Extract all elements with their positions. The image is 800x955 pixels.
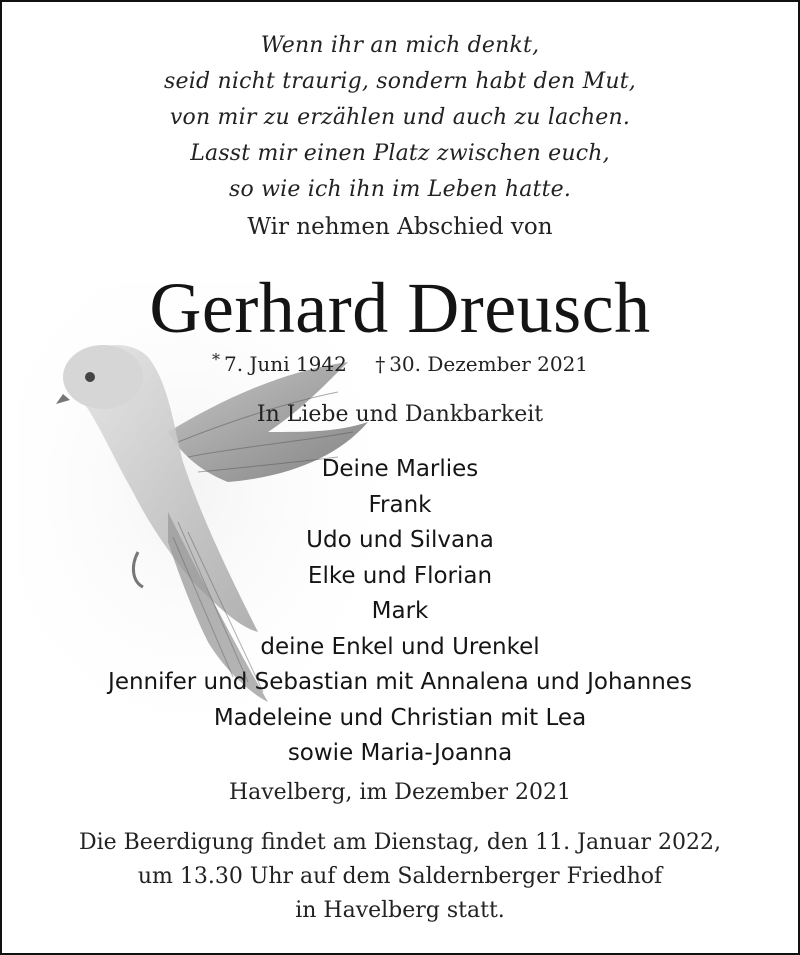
poem-line: so wie ich ihn im Leben hatte. bbox=[228, 177, 572, 202]
birth-date: 7. Juni 1942 bbox=[223, 352, 347, 376]
family-member: Deine Marlies bbox=[321, 456, 479, 482]
death-symbol: † bbox=[375, 352, 386, 376]
family-member: Udo und Silvana bbox=[306, 527, 494, 553]
intro-text: Wir nehmen Abschied von bbox=[247, 214, 553, 240]
poem-line: Lasst mir einen Platz zwischen euch, bbox=[190, 141, 610, 166]
poem bbox=[0, 28, 800, 208]
deceased-name: Gerhard Dreusch bbox=[149, 268, 651, 348]
place-date: Havelberg, im Dezember 2021 bbox=[228, 780, 572, 805]
poem-line: Wenn ihr an mich denkt, bbox=[260, 33, 540, 58]
poem-line: seid nicht traurig, sondern habt den Mut, bbox=[164, 69, 636, 94]
family-member: Frank bbox=[368, 491, 432, 518]
funeral-line: in Havelberg statt. bbox=[295, 898, 505, 923]
family-member: sowie Maria-Joanna bbox=[287, 740, 513, 766]
family-member: deine Enkel und Urenkel bbox=[260, 633, 540, 660]
funeral-info bbox=[0, 826, 800, 928]
family-member: Mark bbox=[371, 598, 429, 624]
birth-symbol: * bbox=[211, 350, 220, 369]
family-member: Jennifer und Sebastian mit Annalena und Johannes bbox=[108, 669, 692, 695]
death-date: 30. Dezember 2021 bbox=[389, 352, 589, 376]
funeral-line: Die Beerdigung findet am Dienstag, den 11. Januar 2022, bbox=[78, 830, 722, 855]
family-list bbox=[0, 452, 800, 772]
poem-line: von mir zu erzählen und auch zu lachen. bbox=[169, 105, 631, 130]
thanks-text: In Liebe und Dankbarkeit bbox=[256, 402, 544, 427]
family-member: Elke und Florian bbox=[307, 562, 493, 589]
life-dates bbox=[0, 350, 800, 376]
family-member: Madeleine und Christian mit Lea bbox=[213, 704, 587, 731]
funeral-line: um 13.30 Uhr auf dem Saldernberger Friedhof bbox=[137, 864, 663, 889]
